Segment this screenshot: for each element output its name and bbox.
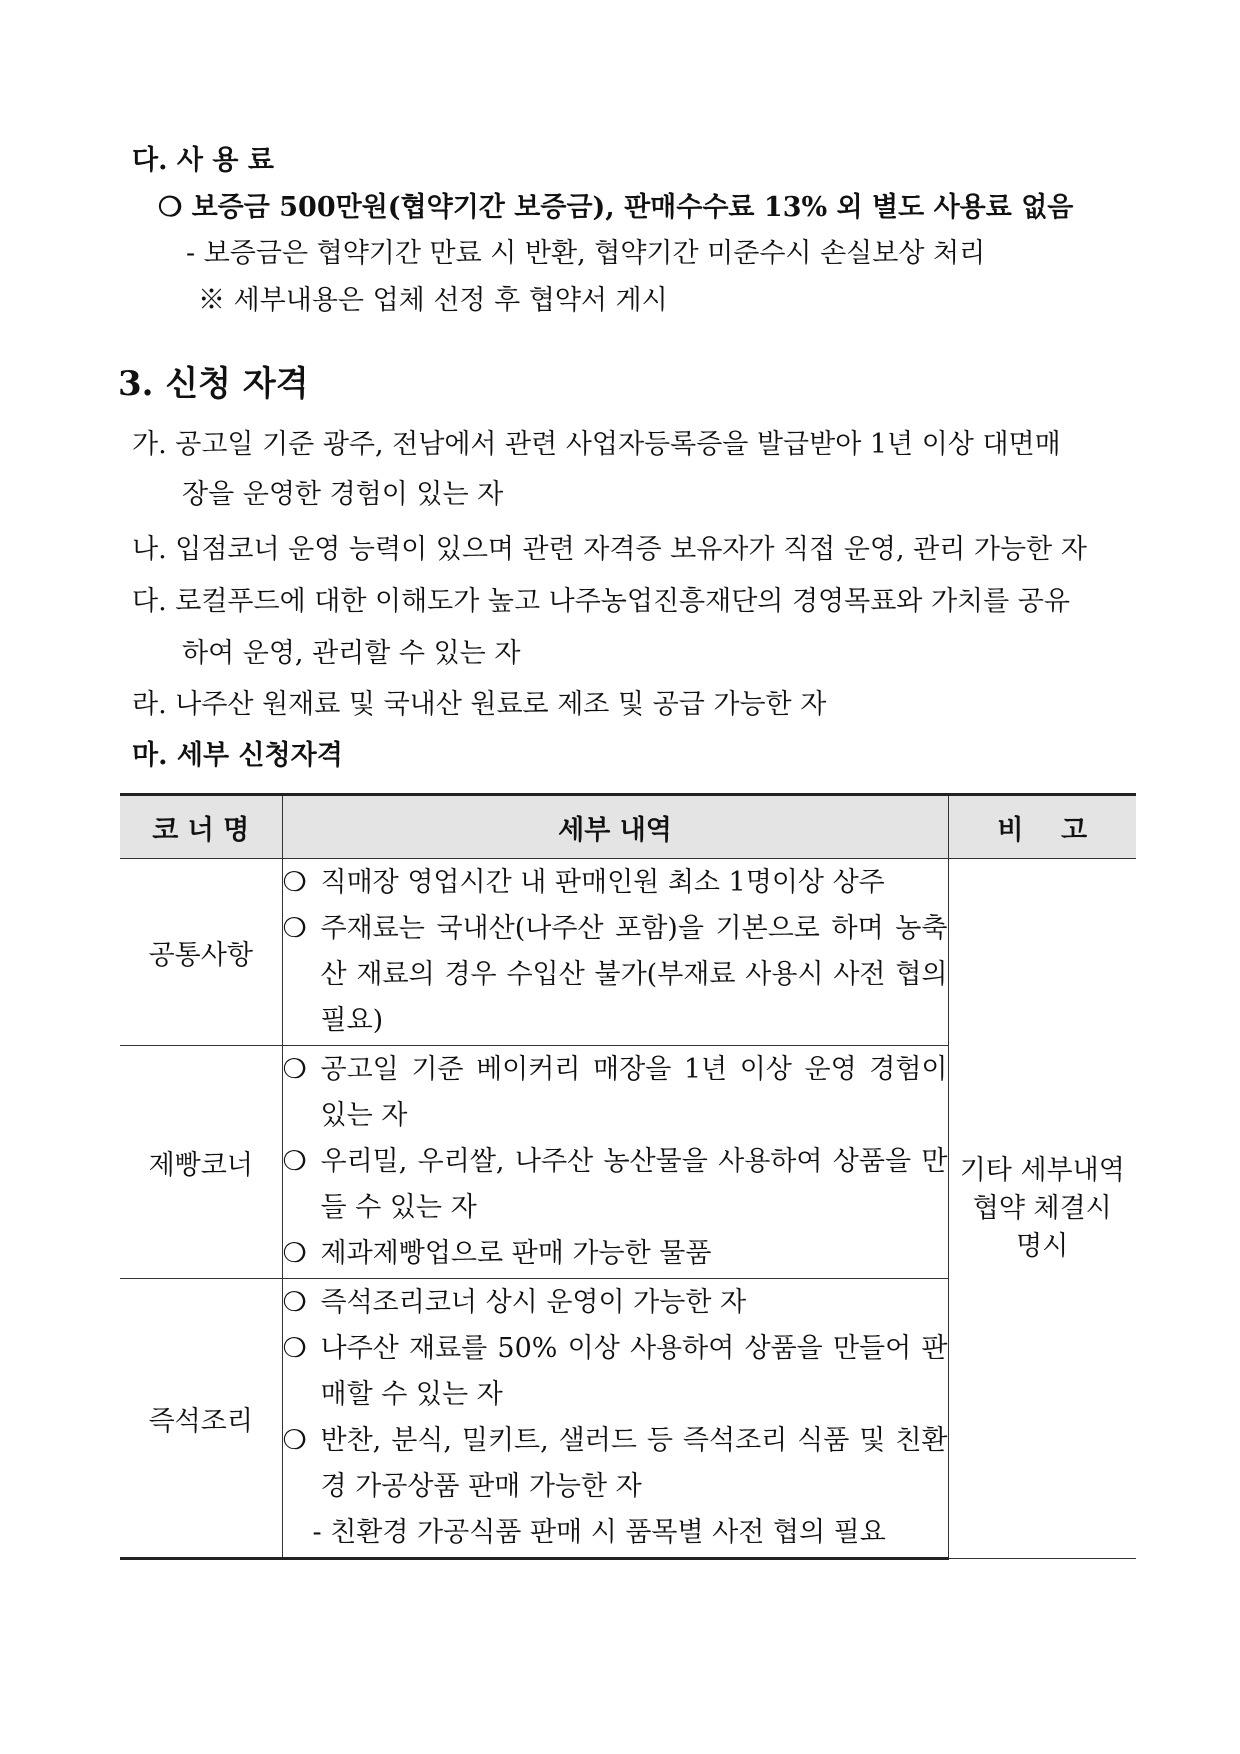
header-remark: 비 고 (948, 795, 1136, 859)
detail-bullet (283, 1280, 948, 1326)
circle-bullet-icon: ❍ (282, 913, 307, 944)
details-cell (282, 1046, 948, 1279)
qualification-item-da-cont: 하여 운영, 관리할 수 있는 자 (182, 638, 521, 669)
detail-bullet (283, 1047, 948, 1139)
details-cell (282, 1279, 948, 1559)
circle-bullet-icon: ❍ (282, 1238, 307, 1269)
detail-text: 즉석조리코너 상시 운영이 가능한 자 (320, 1287, 747, 1318)
corner-name: 공통사항 (120, 859, 282, 1046)
detail-bullet (283, 1418, 948, 1510)
qualification-item-da: 다. 로컬푸드에 대한 이해도가 높고 나주농업진흥재단의 경영목표와 가치를 공유 (132, 586, 1070, 617)
detail-text: 나주산 재료를 50% 이상 사용하여 상품을 만들어 판매할 수 있는 자 (320, 1333, 948, 1410)
fee-main-bullet: ❍ 보증금 500만원(협약기간 보증금), 판매수수료 13% 외 별도 사용료 없음 (158, 192, 1074, 223)
table-row (120, 859, 1136, 1046)
circle-bullet-icon: ❍ (282, 1425, 307, 1456)
table-header-row (120, 795, 1136, 859)
qualification-item-ra: 라. 나주산 원재료 및 국내산 원료로 제조 및 공급 가능한 자 (132, 689, 827, 720)
detail-bullet (283, 906, 948, 1044)
circle-bullet-icon: ❍ (282, 1054, 307, 1085)
detail-bullet (283, 860, 948, 906)
circle-bullet-icon: ❍ (282, 1146, 307, 1177)
detail-text: 주재료는 국내산(나주산 포함)을 기본으로 하며 농축산 재료의 경우 수입산 불가(부재료 사용시 사전 협의 필요) (320, 913, 948, 1036)
fee-heading: 다. 사 용 료 (132, 145, 274, 176)
header-details: 세부 내역 (282, 795, 948, 859)
corner-name: 제빵코너 (120, 1046, 282, 1279)
qualification-item-ga-cont: 장을 운영한 경험이 있는 자 (182, 479, 504, 510)
qualification-table (120, 793, 1136, 1560)
detail-text: 우리밀, 우리쌀, 나주산 농산물을 사용하여 상품을 만들 수 있는 자 (320, 1146, 948, 1223)
detail-heading: 마. 세부 신청자격 (132, 740, 343, 771)
circle-bullet-icon: ❍ (282, 867, 307, 898)
detail-text: 반찬, 분식, 밀키트, 샐러드 등 즉석조리 식품 및 친환경 가공상품 판매 가능한 자 (320, 1425, 948, 1502)
fee-sub-item: - 보증금은 협약기간 만료 시 반환, 협약기간 미준수시 손실보상 처리 (186, 238, 986, 269)
detail-text: 제과제빵업으로 판매 가능한 물품 (320, 1238, 712, 1269)
circle-bullet-icon: ❍ (282, 1287, 307, 1318)
fee-note: ※ 세부내용은 업체 선정 후 협약서 게시 (198, 285, 668, 316)
detail-text: 공고일 기준 베이커리 매장을 1년 이상 운영 경험이 있는 자 (320, 1054, 948, 1131)
detail-text: 직매장 영업시간 내 판매인원 최소 1명이상 상주 (320, 867, 885, 898)
remark-cell: 기타 세부내역 협약 체결시 명시 (948, 859, 1136, 1559)
circle-bullet-icon: ❍ (282, 1333, 307, 1364)
detail-sub-item: - 친환경 가공식품 판매 시 품목별 사전 협의 필요 (312, 1517, 886, 1548)
qualification-item-na: 나. 입점코너 운영 능력이 있으며 관련 자격증 보유자가 직접 운영, 관리 가능한 자 (132, 534, 1087, 565)
detail-bullet (283, 1139, 948, 1231)
detail-bullet (283, 1231, 948, 1277)
corner-name: 즉석조리 (120, 1279, 282, 1559)
qualification-item-ga: 가. 공고일 기준 광주, 전남에서 관련 사업자등록증을 발급받아 1년 이상 대면매 (132, 429, 1061, 460)
header-corner: 코 너 명 (120, 795, 282, 859)
detail-bullet (283, 1326, 948, 1418)
details-cell (282, 859, 948, 1046)
section-heading-qualification: 3. 신청 자격 (118, 364, 309, 404)
